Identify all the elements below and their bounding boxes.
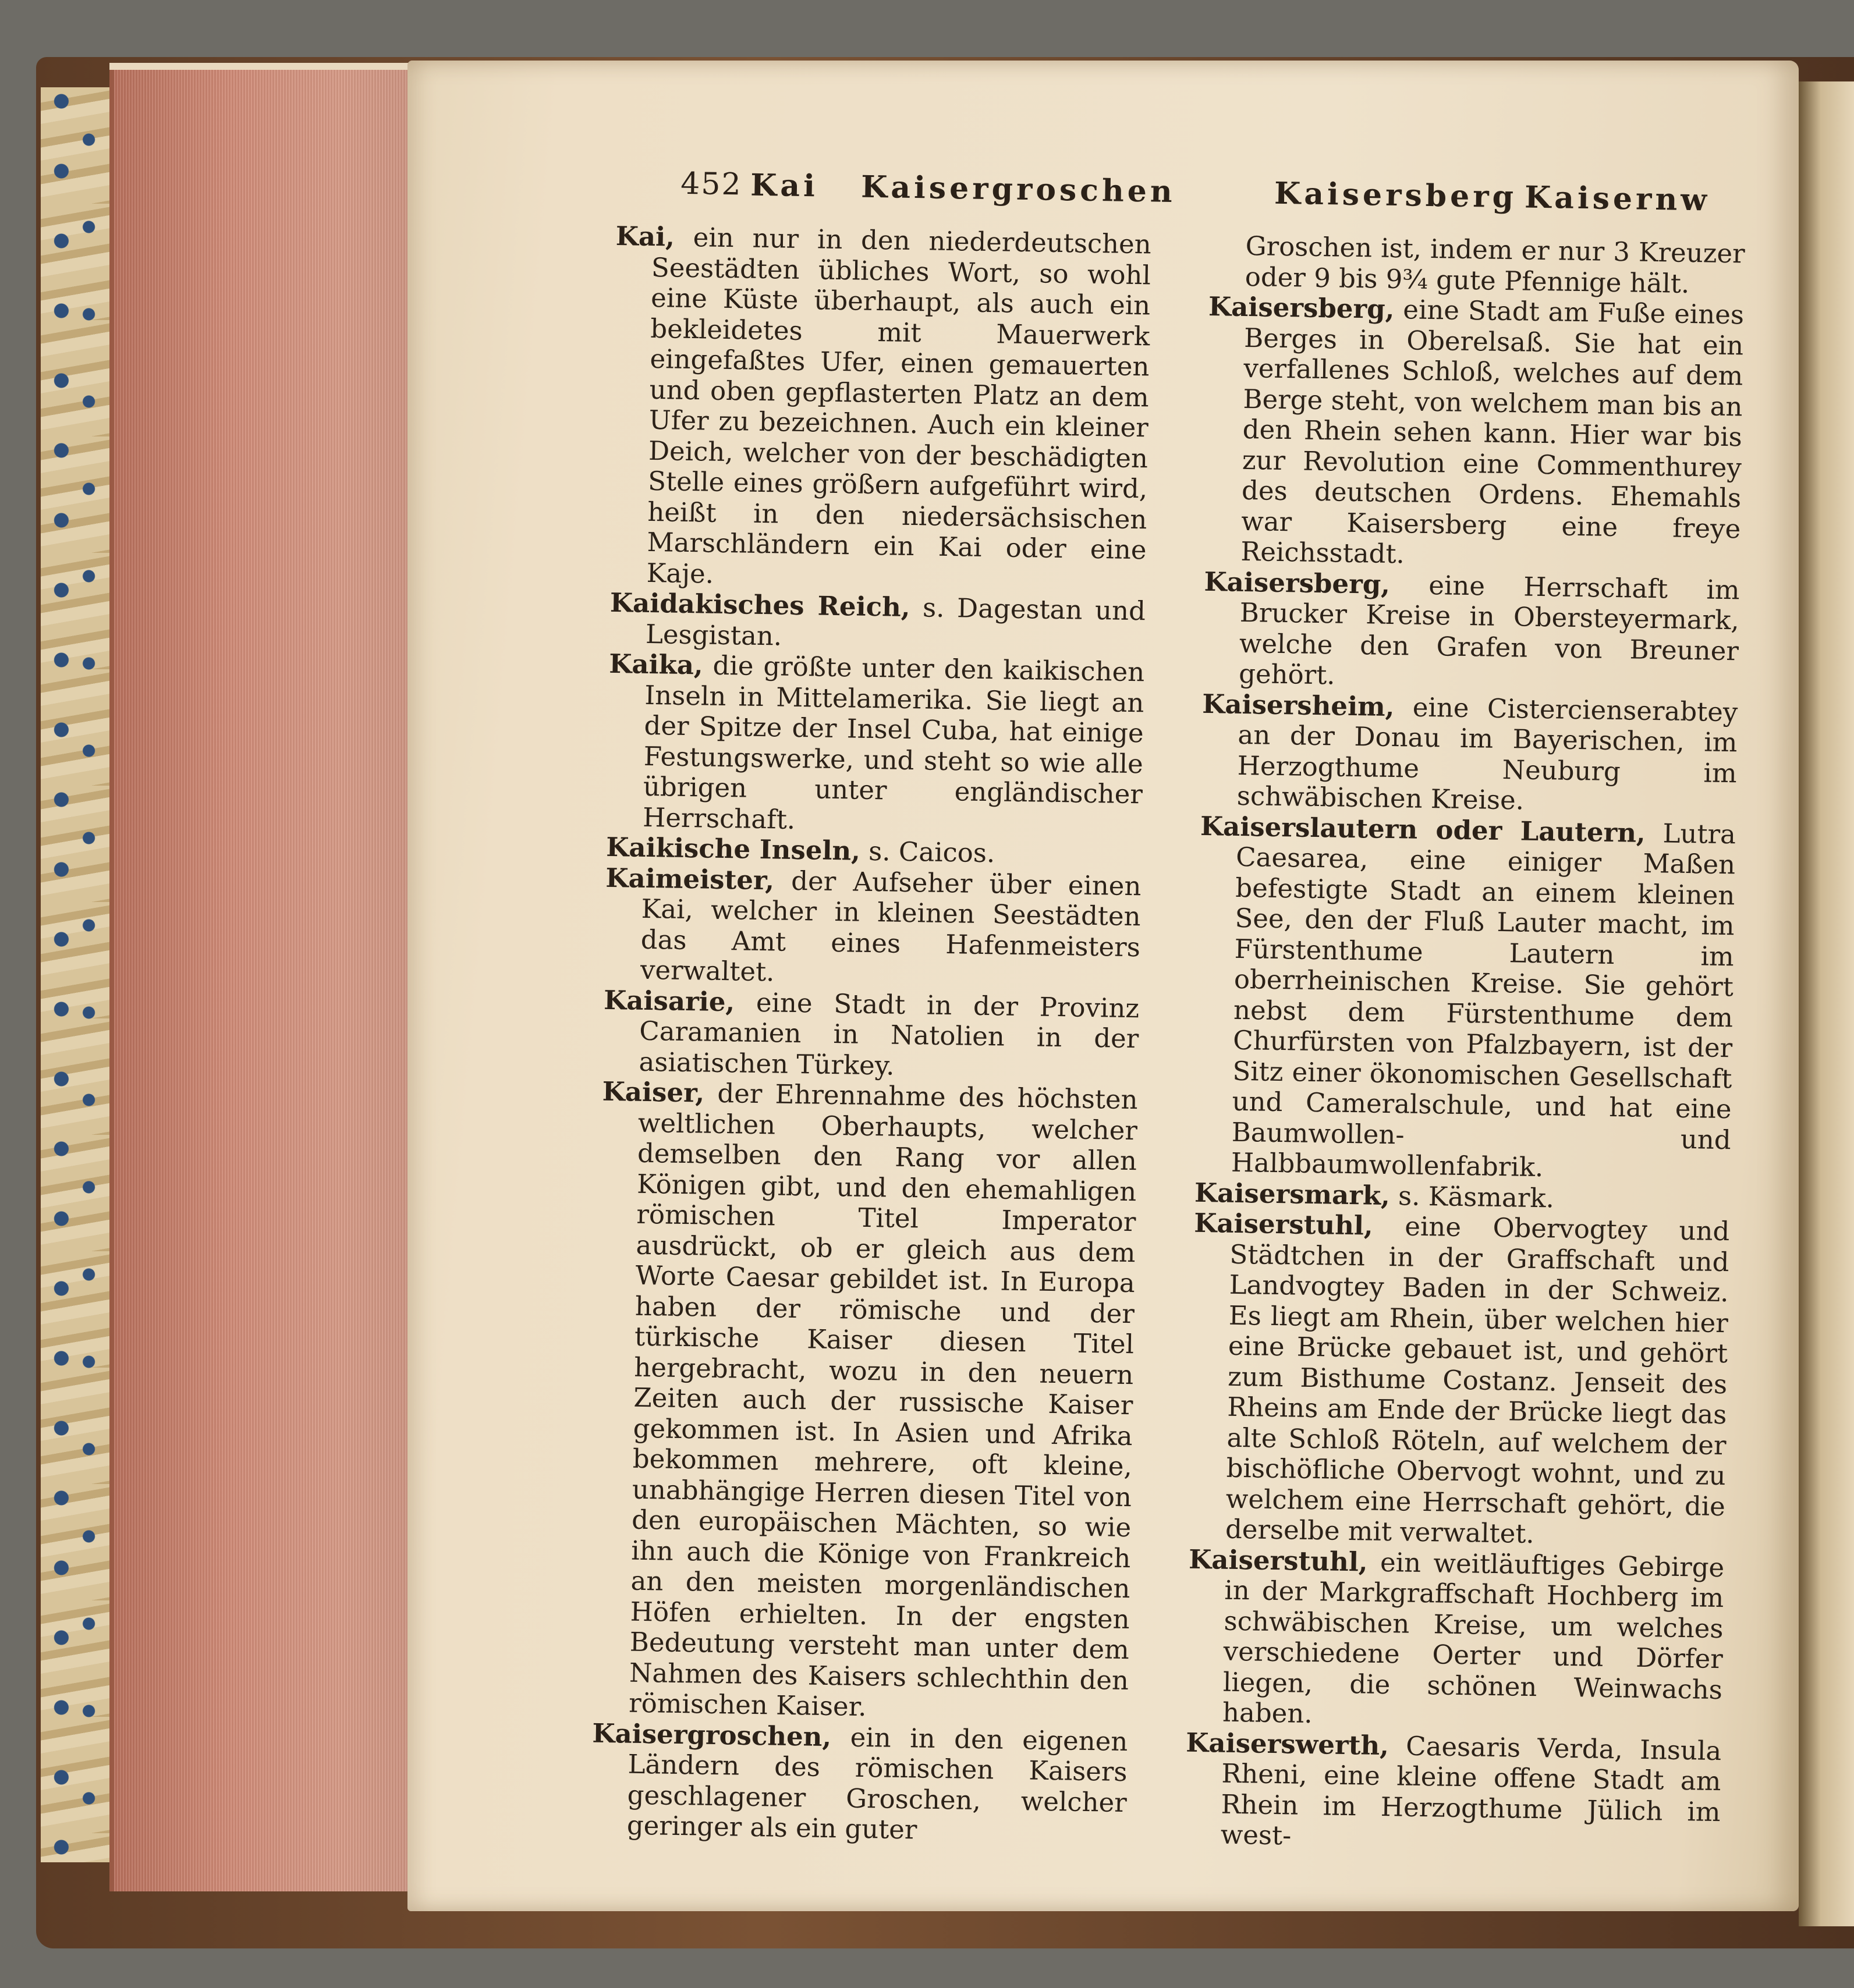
entry-headword: Kaisersberg,: [1208, 290, 1395, 325]
entry-text: s. Dagestan und Lesgistan.: [645, 592, 1146, 652]
right-column: [1184, 230, 1745, 1858]
entry-headword: Kai,: [615, 220, 675, 253]
page-text: [590, 157, 1781, 1863]
dictionary-entry: [1184, 1727, 1721, 1858]
dictionary-entry: [1204, 292, 1744, 575]
entry-headword: Kaikische Inseln,: [605, 831, 861, 867]
marbled-spine: [41, 87, 113, 1862]
entry-headword: Kaisarie,: [603, 984, 735, 1017]
dictionary-entry: [604, 862, 1142, 993]
header-word: Kai: [750, 167, 819, 204]
dictionary-entry: [1203, 566, 1740, 697]
entry-text: ein in den eigenen Ländern des römischen Kaisers geschlagener Groschen, welcher geringer als ein guter: [626, 1721, 1128, 1845]
entry-text: s. Caicos.: [868, 835, 995, 869]
entry-headword: Kaiserstuhl,: [1188, 1543, 1369, 1578]
entry-text: der Ehrennahme des höchsten weltlichen Oberhaupts, welcher demselben den Rang vor allen Königen gibt, und den ehemahligen römischen Titel Imperator ausdrückt, ob er gleich aus dem Worte Caesar gebildet ist. In Europa haben der römische und der türkische Kaiser diesen Titel hergebracht, wozu in den neuern Zeiten auch der russische Kaiser gekommen ist. In Asien und Afrika bekommen mehrere, oft kleine, unabhängige Herren diesen Titel von den europäischen Mächten, so wie ihn auch die Könige von Frankreich an den meisten morgenländischen Höfen erhielten. In der engsten Bedeutung versteht man unter dem Nahmen des Kaisers schlechthin den römischen Kaiser.: [628, 1077, 1139, 1723]
entry-text: die größte unter den kaikischen Inseln in Mittelamerika. Sie liegt an der Spitze der Insel Cuba, hat einige Festungswerke, und steht so wie alle übrigen unter engländischer Herrschaft.: [642, 649, 1145, 835]
entry-text: eine Stadt in der Provinz Caramanien in Natolien in der asiatischen Türkey.: [639, 986, 1140, 1081]
entry-headword: Kaiserswerth,: [1185, 1727, 1389, 1761]
entry-headword: Kaisersheim,: [1201, 688, 1395, 722]
entry-text: s. Käsmark.: [1398, 1180, 1555, 1214]
entry-text: eine Herrschaft im Brucker Kreise in Obersteyermark, welche den Grafen von Breuner gehört.: [1238, 569, 1740, 691]
dictionary-entry: [610, 221, 1151, 596]
dictionary-entry: [609, 588, 1146, 657]
page-number: 452: [680, 166, 743, 203]
dictionary-entry: [1195, 811, 1736, 1185]
dictionary-entry: [1200, 688, 1738, 819]
entry-continuation: Groschen ist, indem er nur 3 Kreuzer oder 9 bis 9¾ gute Pfennige hält.: [1245, 230, 1746, 299]
entry-text: eine Stadt am Fuße eines Berges in Oberelsaß. Sie hat ein verfallenes Schloß, welches auf dem Berge steht, von welchem man bis an den Rhein sehen kann. Hier war bis zur Revolution eine Commenthurey des deutschen Ordens. Ehemahls war Kaisersberg eine freye Reichsstadt.: [1240, 294, 1745, 570]
dictionary-entry: [593, 1077, 1138, 1727]
entry-text: Caesaris Verda, Insula Rheni, eine kleine offene Stadt am Rhein im Herzogthume Jülich im west-: [1220, 1730, 1722, 1851]
entry-headword: Kaisersberg,: [1204, 566, 1391, 600]
entry-headword: Kaiserslautern oder Lautern,: [1200, 810, 1646, 849]
entry-text: ein weitläuftiges Gebirge in der Markgraffschaft Hochberg im schwäbischen Kreise, um welches verschiedene Oerter und Dörfer liegen, die schönen Weinwachs haben.: [1222, 1546, 1725, 1730]
header-word: Kaisersberg: [1274, 175, 1518, 215]
entry-headword: Kaimeister,: [605, 862, 775, 896]
facing-page-edge: [1799, 81, 1854, 1926]
header-word: Kaisernw: [1524, 179, 1711, 218]
dictionary-entry: [607, 649, 1145, 840]
entry-headword: Kaisersmark,: [1194, 1177, 1391, 1211]
dictionary-entry: [1186, 1544, 1725, 1735]
entry-headword: Kaisergroschen,: [592, 1717, 832, 1752]
dictionary-entry: [591, 1718, 1128, 1848]
entry-text: der Aufseher über einen Kai, welcher in kleinen Seestädten das Amt eines Hafenmeisters verwaltet.: [640, 865, 1142, 988]
entry-text: eine Obervogtey und Städtchen in der Graffschaft und Landvogtey Baden in der Schweiz. Es liegt am Rhein, über welchen hier eine Brücke gebauet ist, und gehört zum Bisthume Costanz. Jenseit des Rheins am Ende der Brücke liegt das alte Schloß Röteln, auf welchem der bischöfliche Obervogt wohnt, und zu welchem eine Herrschaft gehört, die derselbe mit verwaltet.: [1225, 1210, 1730, 1550]
page-edges: [109, 70, 440, 1891]
entry-headword: Kaika,: [608, 648, 704, 681]
entry-text: ein nur in den niederdeutschen Seestädten übliches Wort, so wohl eine Küste überhaupt, als auch ein bekleidetes mit Mauerwerk eingefaßtes Ufer, einen gemauerten und oben gepflasterten Platz an dem Ufer zu bezeichnen. Auch ein kleiner Deich, welcher von der beschädigten Stelle eines größern aufgeführt wird, heißt in den niedersächsischen Marschländern ein Kai oder eine Kaje.: [646, 222, 1152, 590]
dictionary-entry: [602, 985, 1139, 1085]
entry-headword: Kaidakisches Reich,: [609, 587, 910, 623]
left-column: [591, 221, 1152, 1849]
entry-headword: Kaiserstuhl,: [1193, 1207, 1374, 1241]
dictionary-entry: [1189, 1208, 1730, 1553]
header-word: Kaisergroschen: [860, 169, 1176, 210]
entry-headword: Kaiser,: [602, 1075, 705, 1109]
entry-text: eine Cistercienserabtey an der Donau im Bayerischen, im Herzogthume Neuburg im schwäbischen Kreise.: [1236, 691, 1738, 816]
entry-text: Lutra Caesarea, eine einiger Maßen befestigte Stadt an einem kleinen See, den der Fluß Lauter macht, im Fürstenthume Lautern im oberrheinischen Kreise. Sie gehört nebst dem Fürstenthume dem Churfürsten von Pfalzbayern, ist der Sitz einer ökonomischen Gesellschaft und Cameralschule, und hat eine Baumwollen- und Halbbaumwollenfabrik.: [1231, 817, 1736, 1183]
